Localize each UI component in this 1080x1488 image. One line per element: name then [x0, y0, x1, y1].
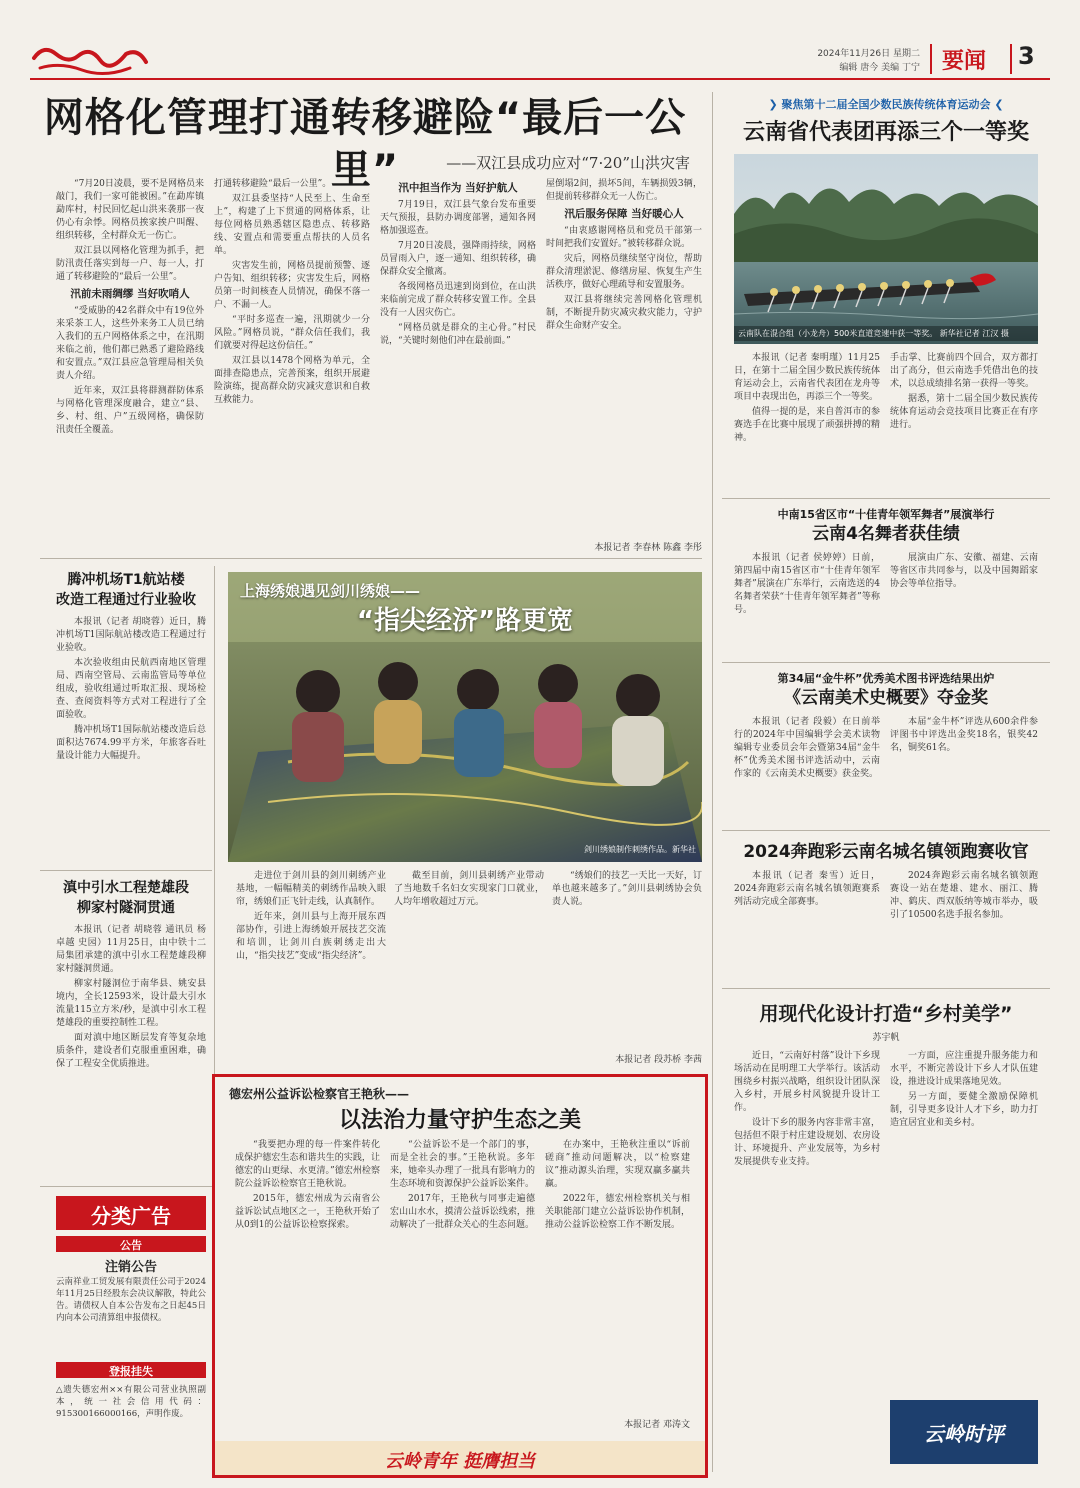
opinion-body-right	[890, 1050, 1038, 1390]
lead-bottom-rule	[40, 558, 702, 559]
awards-headline-2: 云南4名舞者获佳绩	[812, 524, 960, 544]
water-body	[56, 924, 206, 1180]
water-p3: 面对滇中地区断层发育等复杂地质条件，建设者们克服重重困难，确保了工程安全优质推进。	[56, 1033, 206, 1069]
lead-col-3	[380, 178, 536, 548]
left-rule-1	[40, 870, 212, 871]
dehong-banner	[215, 1441, 705, 1475]
airport-p2: 本次验收组由民航西南地区管理局、西南空管局、云南监管局等单位组成，验收组通过听取汇报、现场检查、查阅资料等方式对工程进行了全面验收。	[56, 658, 206, 720]
lead-col3-p4: “网格员就是群众的主心骨。”村民说，“关键时刻他们冲在最前面。”	[380, 323, 536, 346]
right-rule-1	[722, 498, 1050, 499]
ads-title-bar	[56, 1196, 206, 1230]
dragon-boat-caption: 云南队在混合组（小龙舟）500米直道竞速中获一等奖。 新华社记者 江汉 摄	[734, 326, 1038, 341]
right-body-right-p2: 据悉，第十二届全国少数民族传统体育运动会竞技项目比赛正在有序进行。	[890, 394, 1038, 430]
lead-subhead: ——双江县成功应对“7·20”山洪灾害	[446, 154, 690, 172]
dehong-p4: 2017年，王艳秋与同事走遍德宏山山水水，摸清公益诉讼线索，推动解决了一批群众关心的生态问题。	[390, 1194, 535, 1230]
dehong-byline: 本报记者 邓涛文	[624, 1420, 690, 1430]
right-body-right	[890, 352, 1038, 492]
dehong-kicker: 德宏州公益诉讼检察官王艳秋——	[229, 1087, 410, 1101]
lost-body: △遗失德宏州××有限公司营业执照副本，统一社会信用代码：915300166000166，声明作废。	[56, 1385, 206, 1419]
lead-col4b-p3: 双江县将继续完善网格化管理机制，不断提升防灾减灾救灾能力，守护群众生命财产安全。	[546, 295, 702, 331]
right-kicker-text: 聚焦第十二届全国少数民族传统体育运动会	[781, 98, 991, 111]
kicker-arrow-left-icon: ❯	[768, 98, 782, 111]
awards-p1: 本报讯（记者 侯婷婷）日前，第四届中南15省区市“十佳青年领军舞者”展演在广东举行，云南选送的4名舞者荣获“十佳青年领军舞者”等称号。	[734, 553, 880, 615]
logo-calligraphy-icon	[30, 40, 150, 76]
right-headline: 云南省代表团再添三个一等奖	[742, 120, 1029, 145]
opinion-logo: 云岭时评	[924, 1422, 1004, 1446]
lead-col3-p1: 7月19日，双江县气象台发布重要天气预报，县防办调度部署，通知各网格加强巡查。	[380, 200, 536, 236]
dehong-p2: 2015年，德宏州成为云南省公益诉讼试点地区之一，王艳秋开始了从0到1的公益诉讼检察探索。	[235, 1194, 380, 1230]
lead-col1b-p2: 近年来，双江县将群测群防体系与网格化管理深度融合，建立“县、乡、村、组、户”五级网格，确保防汛责任全覆盖。	[56, 386, 204, 435]
ads-title: 分类广告	[91, 1204, 171, 1228]
dragon-boat-illustration-icon	[734, 154, 1038, 344]
left-rule-2	[40, 1186, 212, 1187]
opinion-p4: 另一方面，要健全激励保障机制，引导更多设计人才下乡，助力打造宜居宜业和美乡村。	[890, 1092, 1038, 1128]
lead-subheading-1: 汛前未雨绸缪 当好吹哨人	[70, 288, 190, 300]
dehong-col-3	[545, 1139, 690, 1409]
right-body-left-p2: 值得一提的是，来自普洱市的参赛选手在比赛中展现了顽强拼搏的精神。	[734, 407, 880, 443]
awards-headline-1: 中南15省区市“十佳青年领军舞者”展演举行	[777, 508, 995, 521]
lead-col4b-p1: “由衷感谢网格员和党员干部第一时间把我们安置好。”被转移群众说。	[546, 226, 702, 249]
feature-col-2	[394, 870, 544, 1066]
kicker-arrow-right-icon: ❮	[990, 98, 1004, 111]
water-p2: 柳家村隧洞位于南华县、姚安县境内，全长12593米，设计最大引水流量115立方米/秒，是滇中引水工程楚雄段的重要控制性工程。	[56, 979, 206, 1028]
feature-col-3	[552, 870, 702, 1050]
right-rule-3	[722, 830, 1050, 831]
lost-label: 登报挂失	[109, 1365, 153, 1378]
feature-headline: “指尖经济”路更宽	[356, 606, 574, 636]
lead-col2-p3: 灾害发生前，网格员提前预警、逐户告知、组织转移；灾害发生后，网格员第一时间核查人员情况，确保不落一户、不漏一人。	[214, 261, 370, 310]
lead-col3-p3: 各级网格员迅速到岗到位，在山洪来临前完成了群众转移安置工作。全县没有一人因灾伤亡。	[380, 282, 536, 318]
airport-headline-1: 腾冲机场T1航站楼	[67, 572, 185, 588]
dragon-boat-photo	[734, 154, 1038, 344]
lost-label-bar	[56, 1362, 206, 1378]
airport-p3: 腾冲机场T1国际航站楼改造后总面积达7674.99平方米，年旅客吞吐量设计能力大幅提升。	[56, 725, 206, 761]
dehong-p6: 2022年，德宏州检察机关与相关职能部门建立公益诉讼协作机制，推动公益诉讼检察工作不断发展。	[545, 1194, 690, 1230]
notice-label-bar	[56, 1236, 206, 1252]
lead-subheading-2: 汛中担当作为 当好护航人	[398, 182, 518, 194]
lead-col2-p4: “平时多巡查一遍，汛期就少一分风险。”网格员说，“群众信任我们，我们就要对得起这份信任。”	[214, 315, 370, 351]
vertical-rule-main	[712, 92, 713, 1472]
lead-col4b-p2: 灾后，网格员继续坚守岗位，帮助群众清理淤泥、修缮房屋、恢复生产生活秩序，做好心理疏导和安置服务。	[546, 254, 702, 290]
dehong-col-1	[235, 1139, 380, 1439]
masthead-rule	[30, 78, 1050, 80]
opinion-p3: 一方面，应注重提升服务能力和水平，不断完善设计下乡人才队伍建设，推进设计成果落地见效。	[890, 1051, 1038, 1087]
water-headline-2: 柳家村隧洞贯通	[77, 900, 175, 916]
feature-p2: 近年来，剑川县与上海开展东西部协作，引进上海绣娘开展技艺交流和培训，让剑川白族刺绣走出大山，“指尖技艺”变成“指尖经济”。	[236, 912, 386, 961]
lead-col1-p1: “7月20日凌晨，要不是网格员来敲门，我们一家可能被困。”在勐库镇勐库村，村民回忆起山洪来袭那一夜仍心有余悸。网格员挨家挨户叫醒、组织转移，全村群众无一伤亡。	[56, 179, 204, 241]
notice-title: 注销公告	[104, 1260, 157, 1275]
right-kicker	[722, 96, 1050, 114]
issue-editors: 编辑 唐今 美编 丁宁	[839, 63, 920, 73]
run-headline: 2024奔跑彩云南名城名镇领跑赛收官	[743, 842, 1029, 862]
lead-col1b-p1: “受威胁的42名群众中有19位外来采茶工人，这些外来务工人员已纳入我们的五户网格体系之中，在汛期来临之前，他们都已熟悉了避险路线和安置点。”双江县应急管理局相关负责人介绍。	[56, 306, 204, 381]
book-body-left	[734, 716, 880, 824]
book-body-right	[890, 716, 1038, 824]
opinion-p1: 近日，“云南好村落”设计下乡现场活动在昆明理工大学举行。该活动围绕乡村振兴战略，组织设计团队深入乡村，开展乡村风貌提升设计工作。	[734, 1051, 880, 1113]
masthead	[0, 0, 1080, 80]
book-headline-1: 第34届“金牛杯”优秀美术图书评选结果出炉	[777, 672, 995, 685]
feature-byline: 本报记者 段苏桥 李茜	[615, 1055, 702, 1065]
lead-col2-p2: 双江县委坚持“人民至上、生命至上”，构建了上下贯通的网格体系，让每位网格员熟悉辖区隐患点、转移路线、安置点和需要重点帮扶的人员名单。	[214, 194, 370, 256]
run-body-left	[734, 870, 880, 980]
lead-col3-p2: 7月20日凌晨，强降雨持续，网格员冒雨入户，逐一通知、组织转移，确保群众安全撤离。	[380, 241, 536, 277]
run-p2: 2024奔跑彩云南名城名镇领跑赛设一站在楚雄、建水、丽江、腾冲、鹤庆、西双版纳等城市举办，吸引了10500名选手报名参加。	[890, 871, 1038, 920]
airport-headline-2: 改造工程通过行业验收	[56, 592, 196, 608]
dehong-p5: 在办案中，王艳秋注重以“诉前磋商”推动问题解决，以“检察建议”推动源头治理，实现双赢多赢共赢。	[545, 1140, 690, 1189]
right-rule-4	[722, 988, 1050, 989]
notice-label: 公告	[120, 1239, 142, 1252]
embroidery-photo	[228, 572, 702, 862]
lead-headline: 网格化管理打通转移避险“最后一公里”	[43, 95, 687, 193]
lead-byline: 本报记者 李春林 陈鑫 李彤	[594, 543, 702, 553]
lead-col4-p1: 屋倒塌2间，损坏5间，车辆损毁3辆，但提前转移群众无一人伤亡。	[546, 179, 702, 202]
feature-p4: “绣娘们的技艺一天比一天好，订单也越来越多了。”剑川县刺绣协会负责人说。	[552, 871, 702, 907]
opinion-author: 苏宇帆	[872, 1033, 900, 1043]
dehong-box	[212, 1074, 708, 1478]
feature-kicker: 上海绣娘遇见剑川绣娘——	[240, 582, 421, 600]
dehong-p3: “公益诉讼不是一个部门的事，而是全社会的事。”王艳秋说。多年来，她牵头办理了一批具有影响力的生态环境和资源保护公益诉讼案件。	[390, 1140, 535, 1189]
water-headline-1: 滇中引水工程楚雄段	[63, 880, 189, 896]
book-headline-2: 《云南美术史概要》夺金奖	[784, 688, 988, 708]
notice-body: 云南祥业工贸发展有限责任公司于2024年11月25日经股东会决议解散，特此公告。请债权人自本公告发布之日起45日内向本公司清算组申报债权。	[56, 1277, 206, 1323]
opinion-logo-box	[890, 1400, 1038, 1464]
masthead-divider	[930, 44, 932, 74]
dehong-headline: 以法治力量守护生态之美	[338, 1108, 581, 1133]
right-rule-2	[722, 662, 1050, 663]
lead-subheading-3: 汛后服务保障 当好暖心人	[564, 208, 684, 220]
dehong-p1: “我要把办理的每一件案件转化成保护德宏生态和谐共生的实践，让德宏的山更绿、水更清。”德宏州检察院公益诉讼检察官王艳秋说。	[235, 1140, 380, 1189]
run-body-right	[890, 870, 1038, 980]
book-p2: 本届“金牛杯”评选从600余件参评图书中评选出金奖18名，银奖42名，铜奖61名。	[890, 717, 1038, 753]
book-p1: 本报讯（记者 段毅）在日前举行的2024年中国编辑学会美术读物编辑专业委员会年会暨第34届“金牛杯”优秀美术图书评选活动中，云南作家的《云南美术史概要》获金奖。	[734, 717, 880, 779]
masthead-divider-2	[1010, 44, 1012, 74]
section-name: 要闻	[942, 49, 987, 74]
airport-body	[56, 616, 206, 864]
lead-col-2	[214, 178, 370, 548]
awards-body-right	[890, 552, 1038, 652]
water-p1: 本报讯（记者 胡晓蓉 通讯员 杨卓越 史园）11月25日，由中铁十二局集团承建的滇中引水工程楚雄段柳家村隧洞贯通。	[56, 925, 206, 974]
right-body-right-p1: 手击掌、比赛前四个回合，双方都打出了高分，但云南选手凭借出色的技术，以总成绩排名第一获得一等奖。	[890, 353, 1038, 389]
awards-p2: 展演由广东、安徽、福建、云南等省区市共同参与，以及中国舞蹈家协会等单位指导。	[890, 553, 1038, 589]
opinion-body-left	[734, 1050, 880, 1462]
opinion-headline: 用现代化设计打造“乡村美学”	[759, 1003, 1013, 1025]
feature-p3: 截至目前，剑川县刺绣产业带动了当地数千名妇女实现家门口就业，人均年增收超过万元。	[394, 871, 544, 907]
run-p1: 本报讯（记者 秦雪）近日，2024奔跑彩云南名城名镇领跑赛系列活动完成全部赛事。	[734, 871, 880, 907]
opinion-p2: 设计下乡的服务内容非常丰富，包括但不限于村庄建设规划、农房设计、环境提升、产业发展等，为乡村发展提供专业支持。	[734, 1118, 880, 1167]
awards-body-left	[734, 552, 880, 652]
dehong-col-2	[390, 1139, 535, 1439]
right-body-left	[734, 352, 880, 492]
lead-col2-p1: 打通转移避险“最后一公里”。	[214, 179, 332, 189]
lead-col2-p5: 双江县以1478个网格为单元，全面排查隐患点，完善预案，组织开展避险演练，提高群众防灾减灾意识和自救互救能力。	[214, 356, 370, 405]
dehong-banner-text: 云岭青年 挺膺担当	[384, 1451, 536, 1472]
right-body-left-p1: 本报讯（记者 秦明瑾）11月25日，在第十二届全国少数民族传统体育运动会上，云南省代表团在龙舟等项目中表现出色，再添三个一等奖。	[734, 353, 880, 402]
lead-col-4	[546, 178, 702, 538]
airport-p1: 本报讯（记者 胡晓蓉）近日，腾冲机场T1国际航站楼改造工程通过行业验收。	[56, 617, 206, 653]
newspaper-logo	[30, 40, 150, 76]
feature-col-1	[236, 870, 386, 1066]
feature-photo-caption: 剑川绣娘制作刺绣作品。新华社	[584, 845, 696, 854]
feature-p1: 走进位于剑川县的剑川刺绣产业基地，一幅幅精美的刺绣作品映入眼帘，绣娘们正飞针走线，认真制作。	[236, 871, 386, 907]
page-number: 3	[1018, 42, 1035, 70]
issue-date: 2024年11月26日 星期二	[817, 49, 920, 59]
lead-col1-p2: 双江县以网格化管理为抓手，把防汛责任落实到每一户、每一人，打通了转移避险的“最后一公里”。	[56, 246, 204, 282]
